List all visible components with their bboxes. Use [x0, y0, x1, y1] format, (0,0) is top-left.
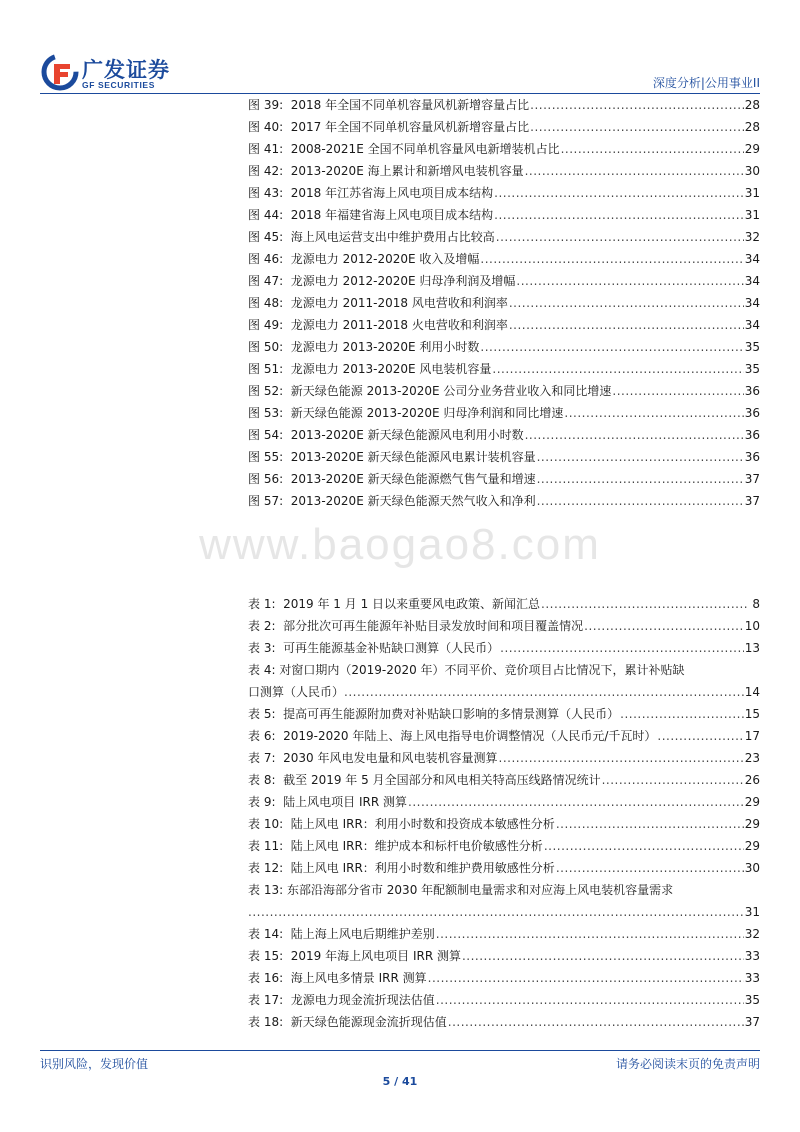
figure-label: 图 52: [248, 384, 284, 398]
spacer [283, 835, 291, 857]
table-title: 陆上风电项目 IRR 测算 [283, 795, 407, 809]
table-title: 部分批次可再生能源年补贴目录发放时间和项目覆盖情况 [283, 619, 584, 633]
figure-label: 图 48: [248, 296, 284, 310]
spacer [283, 204, 291, 226]
table-title: 陆上海上风电后期维护差别 [290, 927, 435, 941]
table-page: 37 [744, 1015, 760, 1029]
table-entry[interactable] [248, 791, 760, 813]
figure-title: 龙源电力 2011-2018 风电营收和利润率 [290, 296, 508, 310]
spacer [283, 424, 291, 446]
figure-label: 图 45: [248, 230, 284, 244]
leader-dots [436, 923, 744, 945]
figure-entry[interactable] [248, 336, 760, 358]
figure-label: 图 57: [248, 494, 284, 508]
table-list [248, 593, 760, 1033]
leader-dots [428, 967, 744, 989]
figure-page: 32 [744, 230, 760, 244]
spacer [283, 182, 291, 204]
footer-divider [40, 1050, 760, 1051]
table-entry[interactable] [248, 747, 760, 769]
watermark: www.baogao8.com [199, 520, 601, 569]
table-page: 8 [752, 597, 760, 611]
leader-dots [525, 424, 744, 446]
figure-label: 图 46: [248, 252, 284, 266]
spacer [276, 747, 284, 769]
figure-entry[interactable] [248, 160, 760, 182]
table-page: 33 [744, 971, 760, 985]
table-entry[interactable] [248, 593, 760, 615]
figure-title: 2013-2020E 新天绿色能源燃气售气量和增速 [290, 472, 536, 486]
leader-dots [541, 593, 747, 615]
spacer [283, 226, 291, 248]
leader-dots [494, 182, 744, 204]
figure-page: 35 [744, 362, 760, 376]
company-logo [40, 52, 170, 96]
table-page: 10 [744, 619, 760, 633]
table-page: 33 [744, 949, 760, 963]
spacer [283, 314, 291, 336]
table-page: 15 [744, 707, 760, 721]
figure-label: 图 50: [248, 340, 284, 354]
table-page: 29 [744, 795, 760, 809]
table-entry[interactable] [248, 813, 760, 835]
table-label: 表 14: [248, 927, 284, 941]
spacer [283, 336, 291, 358]
table-page: 31 [744, 905, 760, 919]
figure-entry[interactable] [248, 248, 760, 270]
footer-slogan: 识别风险，发现价值 [40, 1057, 149, 1071]
table-title: 对窗口期内（2019-2020 年）不同平价、竞价项目占比情况下，累计补贴缺 [279, 663, 685, 677]
table-title: 陆上风电 IRR：利用小时数和维护费用敏感性分析 [290, 861, 555, 875]
spacer [283, 160, 291, 182]
table-title: 2019 年海上风电项目 IRR 测算 [290, 949, 461, 963]
figure-label: 图 49: [248, 318, 284, 332]
figure-page: 29 [744, 142, 760, 156]
leader-dots [344, 681, 744, 703]
figure-title: 龙源电力 2012-2020E 归母净利润及增幅 [290, 274, 516, 288]
spacer [283, 270, 291, 292]
figure-page: 34 [744, 274, 760, 288]
table-entry[interactable] [248, 967, 760, 989]
spacer [276, 703, 284, 725]
figure-page: 36 [744, 406, 760, 420]
figure-label: 图 42: [248, 164, 284, 178]
table-page: 30 [744, 861, 760, 875]
table-entry-continued[interactable] [248, 681, 760, 703]
spacer [283, 857, 291, 879]
figure-list [248, 94, 760, 512]
leader-dots [537, 490, 744, 512]
leader-dots [537, 446, 744, 468]
figure-entry[interactable] [248, 402, 760, 424]
leader-dots [525, 160, 744, 182]
table-title: 东部沿海部分省市 2030 年配额制电量需求和对应海上风电装机容量需求 [286, 883, 674, 897]
table-entry[interactable] [248, 659, 760, 681]
figure-entry[interactable] [248, 490, 760, 512]
figure-title: 龙源电力 2012-2020E 收入及增幅 [290, 252, 480, 266]
leader-dots [602, 769, 744, 791]
figure-title: 2013-2020E 海上累计和新增风电装机容量 [290, 164, 524, 178]
figure-entry[interactable] [248, 270, 760, 292]
footer-disclaimer-note: 请务必阅读末页的免责声明 [615, 1057, 760, 1071]
figure-title: 2018 年全国不同单机容量风机新增容量占比 [290, 98, 530, 112]
table-title: 新天绿色能源现金流折现估值 [290, 1015, 447, 1029]
leader-dots [448, 1011, 744, 1033]
figure-entry[interactable] [248, 314, 760, 336]
table-title: 2019-2020 年陆上、海上风电指导电价调整情况（人民币元/千瓦时） [283, 729, 657, 743]
table-page: 29 [744, 817, 760, 831]
spacer [283, 292, 291, 314]
leader-dots [544, 835, 744, 857]
table-label: 表 16: [248, 971, 284, 985]
table-title: 海上风电多情景 IRR 测算 [290, 971, 427, 985]
figure-label: 图 41: [248, 142, 284, 156]
table-entry[interactable] [248, 989, 760, 1011]
figure-entry[interactable] [248, 292, 760, 314]
figure-title: 海上风电运营支出中维护费用占比较高 [290, 230, 495, 244]
figure-entry[interactable] [248, 446, 760, 468]
leader-dots [564, 402, 743, 424]
spacer [283, 945, 291, 967]
figure-page: 36 [744, 450, 760, 464]
spacer [283, 989, 291, 1011]
figure-page: 35 [744, 340, 760, 354]
spacer [283, 116, 291, 138]
table-entry[interactable] [248, 923, 760, 945]
table-label: 表 7: [248, 751, 276, 765]
spacer [283, 967, 291, 989]
figure-entry[interactable] [248, 94, 760, 116]
figure-page: 34 [744, 296, 760, 310]
table-label: 表 2: [248, 619, 276, 633]
leader-dots [612, 380, 743, 402]
leader-dots [494, 204, 744, 226]
table-title: 可再生能源基金补贴缺口测算（人民币） [283, 641, 500, 655]
figure-entry[interactable] [248, 138, 760, 160]
leader-dots [657, 725, 743, 747]
spacer [276, 769, 284, 791]
figure-title: 龙源电力 2013-2020E 风电装机容量 [290, 362, 492, 376]
table-label: 表 8: [248, 773, 276, 787]
spacer [283, 490, 291, 512]
spacer [283, 446, 291, 468]
leader-dots [248, 901, 744, 923]
table-page: 14 [744, 685, 760, 699]
table-label: 表 6: [248, 729, 276, 743]
table-entry[interactable] [248, 879, 760, 901]
figure-label: 图 44: [248, 208, 284, 222]
spacer [276, 615, 284, 637]
leader-dots [499, 747, 744, 769]
table-entry[interactable] [248, 725, 760, 747]
figure-title: 2013-2020E 新天绿色能源风电累计装机容量 [290, 450, 536, 464]
leader-dots [537, 468, 744, 490]
figure-label: 图 51: [248, 362, 284, 376]
figure-page: 37 [744, 494, 760, 508]
spacer [283, 380, 291, 402]
table-page: 13 [744, 641, 760, 655]
table-title: 陆上风电 IRR：利用小时数和投资成本敏感性分析 [290, 817, 555, 831]
leader-dots [530, 94, 744, 116]
spacer [283, 402, 291, 424]
figure-label: 图 40: [248, 120, 284, 134]
table-entry[interactable] [248, 703, 760, 725]
leader-dots [509, 314, 744, 336]
figure-title: 2013-2020E 新天绿色能源风电利用小时数 [290, 428, 524, 442]
figure-page: 37 [744, 472, 760, 486]
table-label: 表 9: [248, 795, 276, 809]
table-label: 表 11: [248, 839, 284, 853]
spacer [283, 468, 291, 490]
table-title: 提高可再生能源附加费对补贴缺口影响的多情景测算（人民币） [283, 707, 620, 721]
figure-label: 图 39: [248, 98, 284, 112]
table-page: 17 [744, 729, 760, 743]
logo-text-cn: 广发证券 [82, 58, 170, 82]
figure-entry[interactable] [248, 380, 760, 402]
leader-dots [620, 703, 744, 725]
figure-title: 新天绿色能源 2013-2020E 公司分业务营业收入和同比增速 [290, 384, 612, 398]
leader-dots [509, 292, 744, 314]
figure-page: 28 [744, 98, 760, 112]
table-entry[interactable] [248, 945, 760, 967]
figure-page: 34 [744, 252, 760, 266]
report-section-label: 深度分析|公用事业II [652, 76, 760, 90]
table-label: 表 17: [248, 993, 284, 1007]
figure-page: 31 [744, 186, 760, 200]
figure-title: 2017 年全国不同单机容量风机新增容量占比 [290, 120, 530, 134]
table-label: 表 3: [248, 641, 276, 655]
spacer [283, 94, 291, 116]
table-title: 2030 年风电发电量和风电装机容量测算 [283, 751, 498, 765]
figure-title: 2013-2020E 新天绿色能源天然气收入和净利 [290, 494, 536, 508]
table-page: 29 [744, 839, 760, 853]
logo-text-en: GF SECURITIES [82, 80, 155, 90]
page-number: 5 / 41 [382, 1075, 418, 1088]
logo-mark-icon [40, 52, 80, 92]
leader-dots [436, 989, 744, 1011]
figure-entry[interactable] [248, 116, 760, 138]
spacer [283, 248, 291, 270]
table-label: 表 5: [248, 707, 276, 721]
figure-title: 新天绿色能源 2013-2020E 归母净利润和同比增速 [290, 406, 564, 420]
table-entry[interactable] [248, 637, 760, 659]
leader-dots [500, 637, 744, 659]
figure-page: 36 [744, 384, 760, 398]
table-entry[interactable] [248, 1011, 760, 1033]
figure-title: 2018 年江苏省海上风电项目成本结构 [290, 186, 494, 200]
table-entry[interactable] [248, 615, 760, 637]
figure-title: 2008-2021E 全国不同单机容量风电新增装机占比 [290, 142, 560, 156]
table-page: 35 [744, 993, 760, 1007]
figure-label: 图 43: [248, 186, 284, 200]
table-label: 表 15: [248, 949, 284, 963]
leader-dots [556, 857, 744, 879]
table-entry[interactable] [248, 769, 760, 791]
figure-entry[interactable] [248, 468, 760, 490]
leader-dots [561, 138, 744, 160]
table-entry[interactable] [248, 835, 760, 857]
figure-entry[interactable] [248, 204, 760, 226]
figure-label: 图 53: [248, 406, 284, 420]
table-title: 2019 年 1 月 1 日以来重要风电政策、新闻汇总 [283, 597, 541, 611]
leader-dots [530, 116, 744, 138]
table-title: 截至 2019 年 5 月全国部分和风电相关特高压线路情况统计 [283, 773, 601, 787]
figure-label: 图 54: [248, 428, 284, 442]
table-label: 表 4: [248, 663, 276, 677]
spacer [276, 725, 284, 747]
figure-entry[interactable] [248, 182, 760, 204]
spacer [283, 1011, 291, 1033]
leader-dots [584, 615, 744, 637]
figure-title: 龙源电力 2013-2020E 利用小时数 [290, 340, 480, 354]
figure-page: 30 [744, 164, 760, 178]
table-page: 23 [744, 751, 760, 765]
spacer [283, 138, 291, 160]
leader-dots [480, 336, 743, 358]
spacer [276, 791, 284, 813]
leader-dots [516, 270, 743, 292]
table-title: 陆上风电 IRR：维护成本和标杆电价敏感性分析 [290, 839, 543, 853]
spacer [276, 637, 284, 659]
leader-dots [492, 358, 743, 380]
figure-entry[interactable] [248, 424, 760, 446]
table-entry-continued[interactable] [248, 901, 760, 923]
table-label: 表 18: [248, 1015, 284, 1029]
table-page: 26 [744, 773, 760, 787]
leader-dots [480, 248, 743, 270]
figure-label: 图 47: [248, 274, 284, 288]
figure-title: 龙源电力 2011-2018 火电营收和利润率 [290, 318, 508, 332]
figure-title: 2018 年福建省海上风电项目成本结构 [290, 208, 494, 222]
figure-page: 34 [744, 318, 760, 332]
figure-page: 28 [744, 120, 760, 134]
figure-label: 图 56: [248, 472, 284, 486]
figure-page: 31 [744, 208, 760, 222]
spacer [283, 813, 291, 835]
table-label: 表 12: [248, 861, 284, 875]
spacer [283, 923, 291, 945]
figure-page: 36 [744, 428, 760, 442]
table-label: 表 1: [248, 597, 276, 611]
figure-entry[interactable] [248, 358, 760, 380]
spacer [276, 593, 284, 615]
table-entry[interactable] [248, 857, 760, 879]
table-page: 32 [744, 927, 760, 941]
table-title: 龙源电力现金流折现法估值 [290, 993, 435, 1007]
leader-dots [408, 791, 744, 813]
leader-dots [496, 226, 744, 248]
table-label: 表 13: [248, 883, 284, 897]
leader-dots [556, 813, 744, 835]
figure-label: 图 55: [248, 450, 284, 464]
table-title-continued: 口测算（人民币） [248, 685, 345, 699]
figure-entry[interactable] [248, 226, 760, 248]
table-label: 表 10: [248, 817, 284, 831]
leader-dots [462, 945, 744, 967]
spacer [283, 358, 291, 380]
